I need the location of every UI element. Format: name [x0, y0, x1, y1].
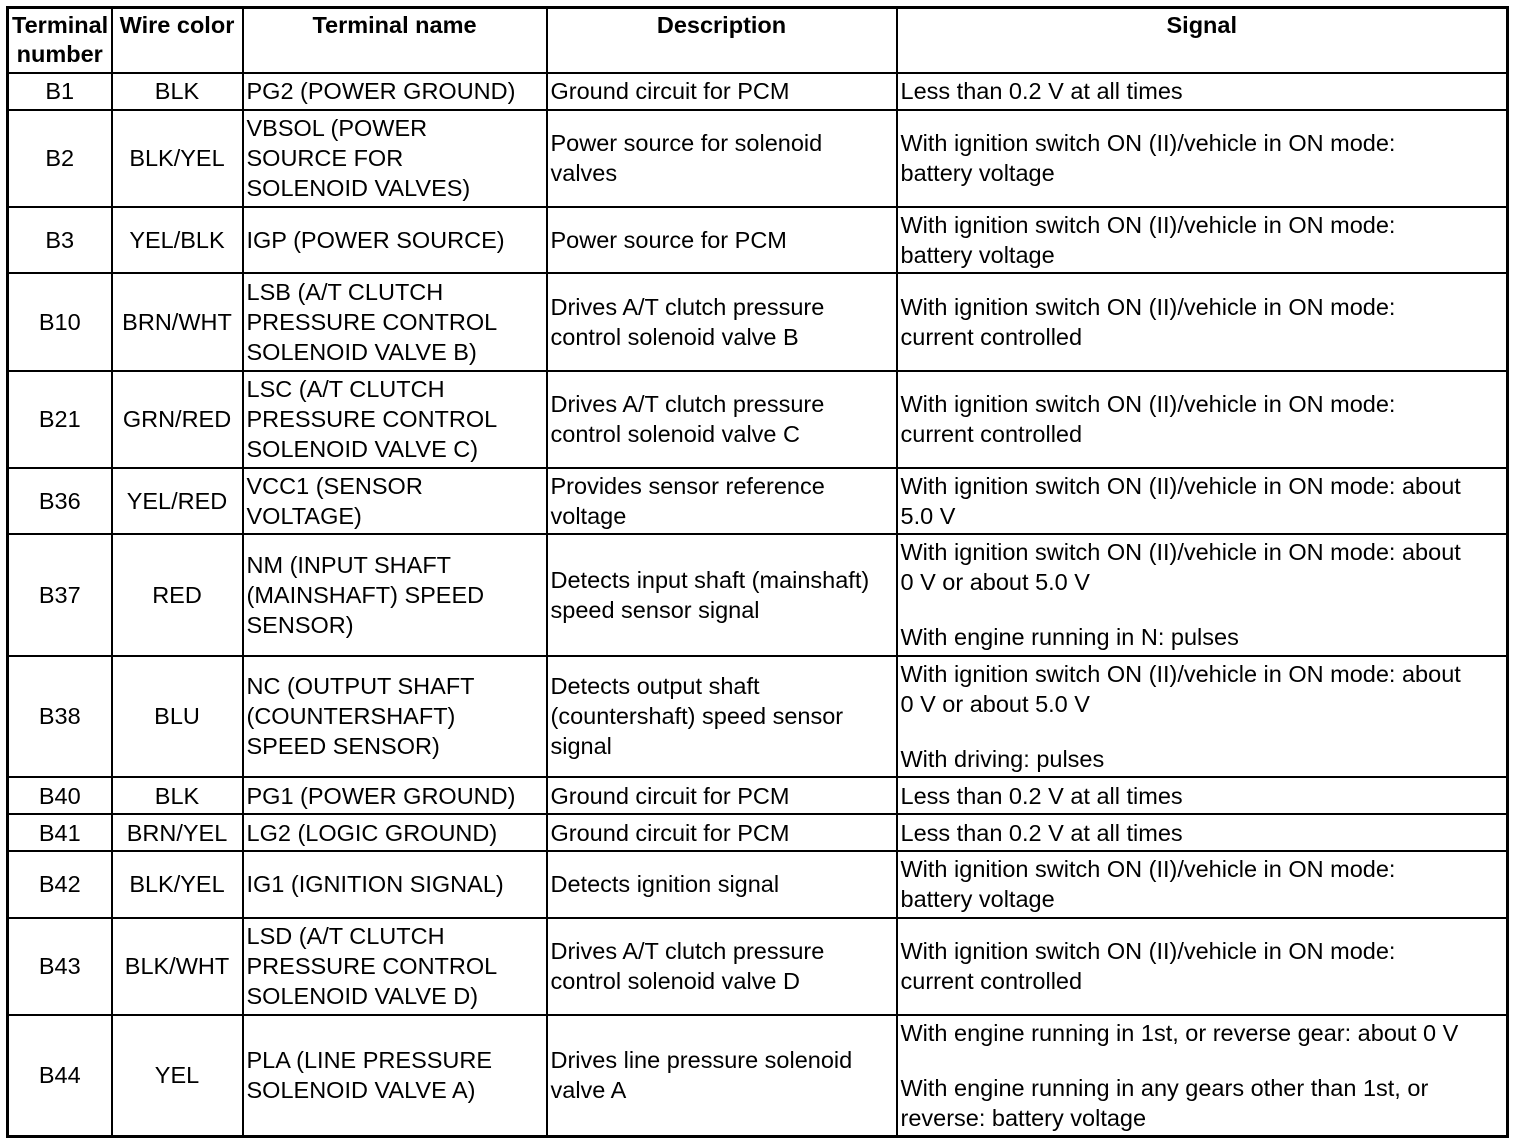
terminal-number-cell: B2 — [8, 110, 112, 207]
signal-paragraph — [901, 744, 1504, 774]
signal-line: 0 V or about 5.0 V — [900, 690, 1090, 717]
terminal-name-cell — [243, 777, 547, 814]
table-row — [8, 918, 1508, 1015]
terminal-name-line: VBSOL (POWER — [246, 115, 428, 142]
description-line: Ground circuit for PCM — [550, 819, 790, 846]
signal-cell — [897, 1015, 1508, 1137]
signal-line: battery voltage — [900, 242, 1055, 269]
description-line: Detects input shaft (mainshaft) — [550, 566, 870, 593]
signal-line: With ignition switch ON (II)/vehicle in ON mode: — [900, 212, 1396, 239]
table-row — [8, 110, 1508, 207]
terminal-name-line: LG2 (LOGIC GROUND) — [246, 819, 498, 846]
terminal-name-line: IG1 (IGNITION SIGNAL) — [246, 871, 504, 898]
signal-line: 0 V or about 5.0 V — [900, 569, 1090, 596]
description-line: Drives line pressure solenoid — [550, 1047, 853, 1074]
signal-line: With ignition switch ON (II)/vehicle in ON mode: — [900, 856, 1396, 883]
signal-line: battery voltage — [900, 160, 1055, 187]
wire-color-cell: RED — [112, 534, 243, 655]
signal-line: With ignition switch ON (II)/vehicle in ON mode: about — [900, 473, 1461, 500]
terminal-number-cell: B1 — [8, 73, 112, 110]
table-body — [8, 73, 1508, 1137]
signal-line: With ignition switch ON (II)/vehicle in ON mode: — [900, 391, 1396, 418]
terminal-name-cell — [243, 468, 547, 534]
signal-paragraph — [901, 1018, 1504, 1048]
signal-paragraph — [901, 936, 1504, 996]
terminal-name-cell — [243, 656, 547, 777]
signal-cell — [897, 918, 1508, 1015]
terminal-name-line: NC (OUTPUT SHAFT — [246, 673, 475, 700]
terminal-number-cell: B21 — [8, 371, 112, 468]
signal-cell — [897, 814, 1508, 851]
signal-paragraph — [901, 818, 1504, 848]
table-row — [8, 73, 1508, 110]
wire-color-cell: BLK/WHT — [112, 918, 243, 1015]
header-label-line: Description — [656, 12, 787, 38]
terminal-name-line: SOLENOID VALVE B) — [246, 338, 477, 365]
description-line: control solenoid valve D — [550, 968, 800, 995]
description-cell — [547, 468, 897, 534]
terminal-name-line: PLA (LINE PRESSURE — [246, 1047, 493, 1074]
wire-color-cell: YEL — [112, 1015, 243, 1137]
signal-paragraph — [901, 76, 1504, 106]
wire-color-cell: GRN/RED — [112, 371, 243, 468]
terminal-name-line: LSD (A/T CLUTCH — [246, 923, 445, 950]
description-cell — [547, 534, 897, 655]
signal-line: current controlled — [900, 421, 1083, 448]
signal-cell — [897, 656, 1508, 777]
terminal-name-cell — [243, 814, 547, 851]
terminal-name-line: LSC (A/T CLUTCH — [246, 376, 445, 403]
terminal-name-line: SENSOR) — [246, 611, 354, 638]
description-line: Drives A/T clutch pressure — [550, 938, 825, 965]
header-description — [547, 8, 897, 73]
terminal-number-cell: B36 — [8, 468, 112, 534]
terminal-name-line: VCC1 (SENSOR — [246, 473, 423, 500]
description-line: signal — [550, 733, 612, 760]
signal-paragraph — [901, 537, 1504, 597]
description-line: Ground circuit for PCM — [550, 782, 790, 809]
terminal-name-line: (COUNTERSHAFT) — [246, 703, 456, 730]
signal-line: Less than 0.2 V at all times — [900, 819, 1183, 846]
terminal-number-cell: B3 — [8, 207, 112, 273]
terminal-name-line: PRESSURE CONTROL — [246, 953, 498, 980]
description-cell — [547, 777, 897, 814]
header-label-line: Signal — [1166, 12, 1237, 38]
signal-cell — [897, 207, 1508, 273]
description-line: valves — [550, 160, 618, 187]
table-row — [8, 777, 1508, 814]
header-signal — [897, 8, 1508, 73]
table-row — [8, 656, 1508, 777]
signal-line: battery voltage — [900, 886, 1055, 913]
terminal-number-cell: B40 — [8, 777, 112, 814]
signal-line: With engine running in 1st, or reverse gear: about 0 V — [900, 1019, 1459, 1046]
signal-line: Less than 0.2 V at all times — [900, 78, 1183, 105]
signal-line: Less than 0.2 V at all times — [900, 782, 1183, 809]
description-line: Detects output shaft — [550, 673, 760, 700]
table-row — [8, 534, 1508, 655]
table-row — [8, 1015, 1508, 1137]
table-row — [8, 468, 1508, 534]
header-label-line: Terminal name — [312, 12, 477, 38]
signal-paragraph — [901, 659, 1504, 719]
signal-line: current controlled — [900, 968, 1083, 995]
header-wire-color — [112, 8, 243, 73]
signal-cell — [897, 273, 1508, 370]
terminal-name-cell — [243, 851, 547, 917]
signal-line: reverse: battery voltage — [900, 1104, 1147, 1131]
terminal-name-line: PRESSURE CONTROL — [246, 406, 498, 433]
signal-line: With ignition switch ON (II)/vehicle in ON mode: — [900, 938, 1396, 965]
wire-color-cell: BRN/YEL — [112, 814, 243, 851]
terminal-name-cell — [243, 207, 547, 273]
header-label-line: Wire color — [119, 12, 235, 38]
description-line: voltage — [550, 503, 627, 530]
description-line: control solenoid valve B — [550, 323, 799, 350]
description-line: Power source for solenoid — [550, 130, 823, 157]
signal-paragraph — [901, 128, 1504, 188]
terminal-name-cell — [243, 110, 547, 207]
description-cell — [547, 110, 897, 207]
terminal-name-line: PG2 (POWER GROUND) — [246, 78, 516, 105]
terminal-name-line: SOURCE FOR — [246, 145, 404, 172]
wire-color-cell: BLK — [112, 73, 243, 110]
description-line: Ground circuit for PCM — [550, 78, 790, 105]
terminal-name-cell — [243, 534, 547, 655]
description-cell — [547, 207, 897, 273]
signal-cell — [897, 534, 1508, 655]
signal-paragraph — [901, 781, 1504, 811]
table-row — [8, 371, 1508, 468]
terminal-name-line: SPEED SENSOR) — [246, 733, 440, 760]
signal-paragraph — [901, 389, 1504, 449]
terminal-number-cell: B10 — [8, 273, 112, 370]
terminal-name-line: (MAINSHAFT) SPEED — [246, 581, 485, 608]
description-cell — [547, 918, 897, 1015]
wire-color-cell: BLK — [112, 777, 243, 814]
terminal-number-cell: B42 — [8, 851, 112, 917]
signal-paragraph — [901, 622, 1504, 652]
description-line: Drives A/T clutch pressure — [550, 391, 825, 418]
wire-color-cell: YEL/BLK — [112, 207, 243, 273]
signal-line: With ignition switch ON (II)/vehicle in ON mode: — [900, 130, 1396, 157]
signal-line: With engine running in N: pulses — [900, 624, 1239, 651]
description-line: Power source for PCM — [550, 227, 787, 254]
description-cell — [547, 273, 897, 370]
signal-paragraph — [901, 471, 1504, 531]
signal-cell — [897, 371, 1508, 468]
terminal-name-cell — [243, 1015, 547, 1137]
signal-cell — [897, 73, 1508, 110]
description-cell — [547, 656, 897, 777]
terminal-name-line: SOLENOID VALVE C) — [246, 436, 479, 463]
description-line: speed sensor signal — [550, 596, 760, 623]
table-row — [8, 851, 1508, 917]
signal-paragraph — [901, 854, 1504, 914]
signal-cell — [897, 468, 1508, 534]
signal-line: With ignition switch ON (II)/vehicle in ON mode: about — [900, 660, 1461, 687]
wire-color-cell: BLK/YEL — [112, 851, 243, 917]
terminal-name-cell — [243, 918, 547, 1015]
wire-color-cell: BLK/YEL — [112, 110, 243, 207]
terminal-number-cell: B44 — [8, 1015, 112, 1137]
header-row — [8, 8, 1508, 73]
terminal-name-line: PG1 (POWER GROUND) — [246, 782, 516, 809]
signal-paragraph — [901, 1073, 1504, 1133]
signal-line: With ignition switch ON (II)/vehicle in ON mode: — [900, 293, 1396, 320]
description-line: Drives A/T clutch pressure — [550, 293, 825, 320]
description-cell — [547, 1015, 897, 1137]
description-line: valve A — [550, 1077, 627, 1104]
signal-paragraph — [901, 292, 1504, 352]
description-cell — [547, 851, 897, 917]
terminal-name-line: PRESSURE CONTROL — [246, 308, 498, 335]
terminal-name-line: SOLENOID VALVE A) — [246, 1077, 476, 1104]
table-row — [8, 273, 1508, 370]
signal-line: current controlled — [900, 323, 1083, 350]
terminal-number-cell: B38 — [8, 656, 112, 777]
signal-cell — [897, 110, 1508, 207]
description-line: (countershaft) speed sensor — [550, 703, 844, 730]
signal-line: With driving: pulses — [900, 745, 1105, 772]
terminal-name-line: LSB (A/T CLUTCH — [246, 278, 444, 305]
description-cell — [547, 73, 897, 110]
terminal-name-line: SOLENOID VALVE D) — [246, 983, 479, 1010]
terminal-name-line: NM (INPUT SHAFT — [246, 551, 452, 578]
description-cell — [547, 814, 897, 851]
terminal-name-cell — [243, 273, 547, 370]
signal-paragraph — [901, 210, 1504, 270]
terminal-name-line: VOLTAGE) — [246, 503, 362, 530]
header-terminal-name — [243, 8, 547, 73]
table-row — [8, 207, 1508, 273]
description-line: Detects ignition signal — [550, 871, 780, 898]
terminal-number-cell: B37 — [8, 534, 112, 655]
wire-color-cell: YEL/RED — [112, 468, 243, 534]
signal-line: 5.0 V — [900, 503, 956, 530]
terminal-number-cell: B43 — [8, 918, 112, 1015]
wire-color-cell: BRN/WHT — [112, 273, 243, 370]
description-line: control solenoid valve C — [550, 421, 800, 448]
description-line: Provides sensor reference — [550, 473, 825, 500]
terminal-name-line: IGP (POWER SOURCE) — [246, 227, 505, 254]
signal-cell — [897, 851, 1508, 917]
header-label-line: Terminal — [12, 12, 109, 38]
signal-cell — [897, 777, 1508, 814]
terminal-table — [6, 6, 1509, 1138]
terminal-name-line: SOLENOID VALVES) — [246, 175, 471, 202]
header-terminal-number — [8, 8, 112, 73]
terminal-name-cell — [243, 371, 547, 468]
header-label-line: number — [16, 41, 103, 67]
table-row — [8, 814, 1508, 851]
signal-line: With ignition switch ON (II)/vehicle in ON mode: about — [900, 539, 1461, 566]
wire-color-cell: BLU — [112, 656, 243, 777]
description-cell — [547, 371, 897, 468]
terminal-number-cell: B41 — [8, 814, 112, 851]
signal-line: With engine running in any gears other than 1st, or — [900, 1074, 1429, 1101]
terminal-name-cell — [243, 73, 547, 110]
